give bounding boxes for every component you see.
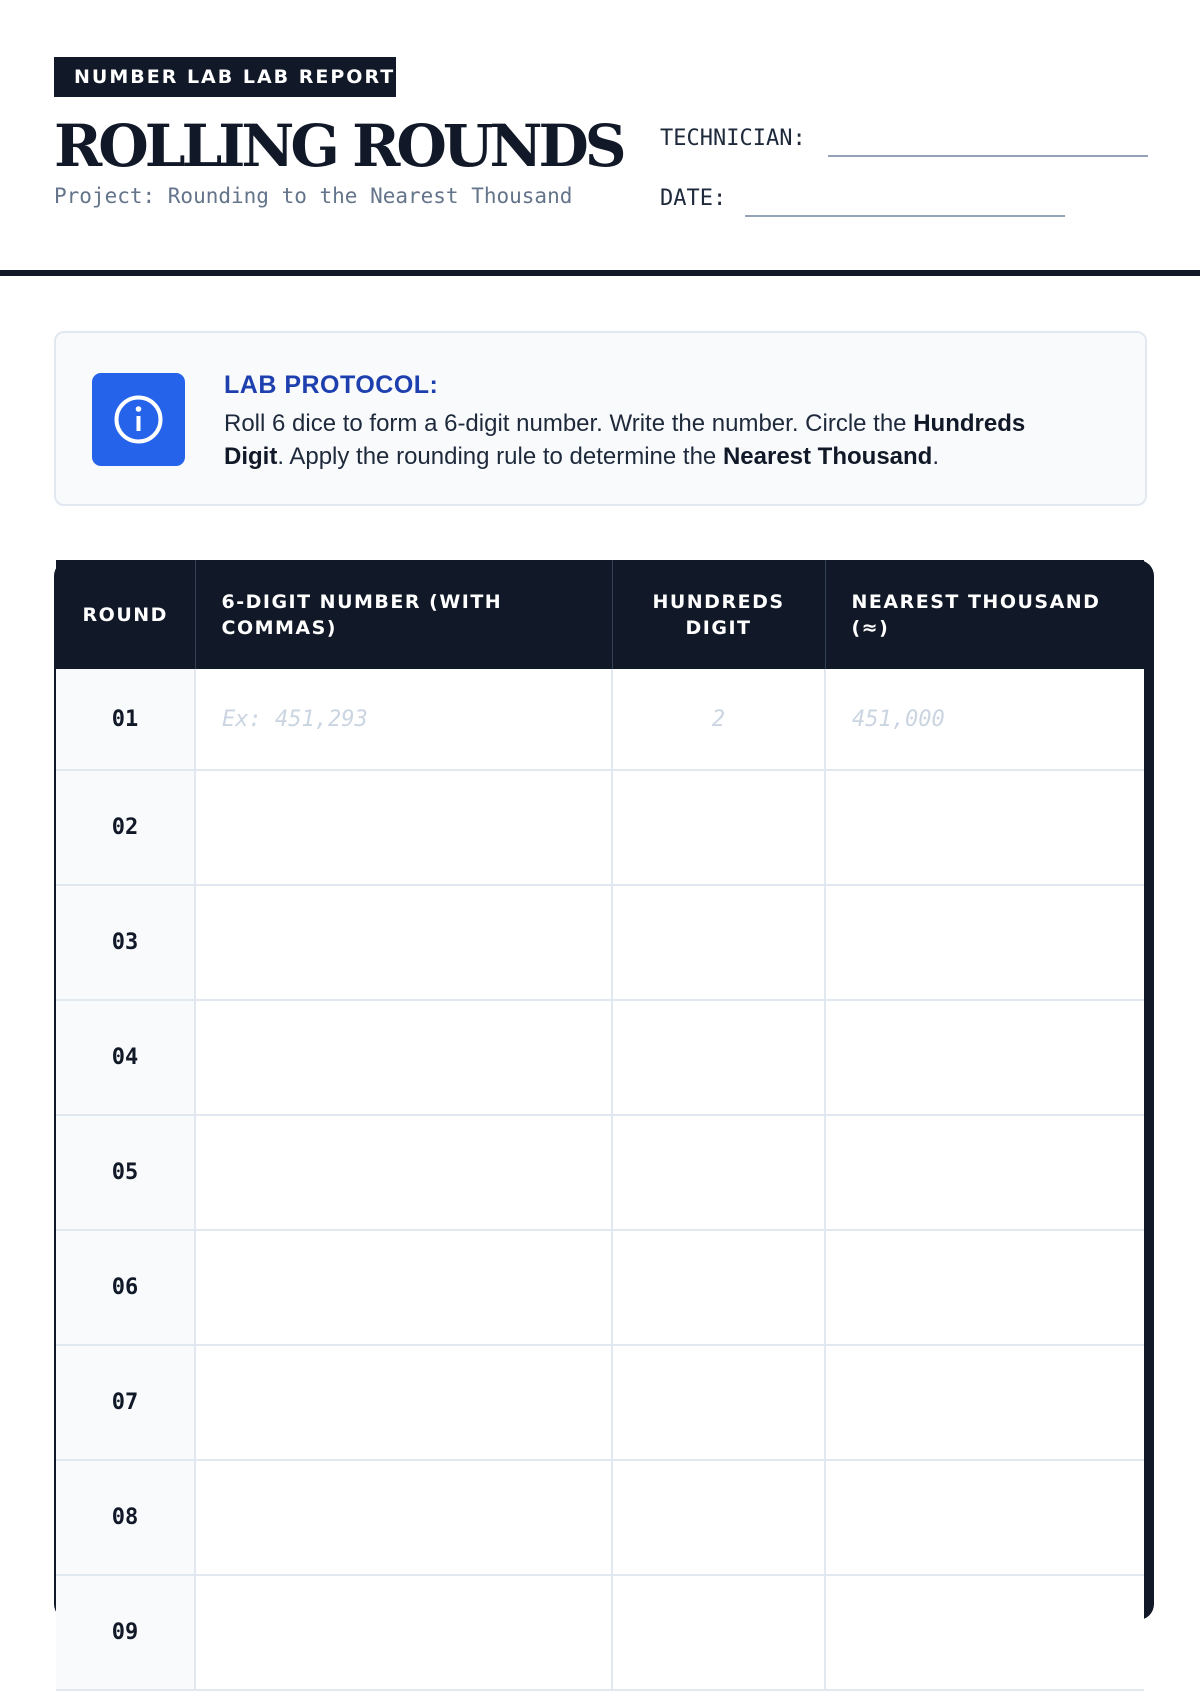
hundreds-cell[interactable] <box>612 1460 825 1575</box>
table-header-row <box>56 560 1144 669</box>
technician-field[interactable] <box>828 155 1148 157</box>
number-cell[interactable] <box>195 1230 612 1345</box>
nearest-cell[interactable] <box>825 885 1144 1000</box>
hundreds-cell[interactable] <box>612 1575 825 1690</box>
nearest-cell[interactable] <box>825 1000 1144 1115</box>
number-cell[interactable] <box>195 1115 612 1230</box>
hundreds-cell[interactable] <box>612 1000 825 1115</box>
table-row <box>56 1000 1144 1115</box>
protocol-heading: LAB PROTOCOL: <box>224 371 439 399</box>
round-number: 06 <box>56 1230 195 1345</box>
round-number: 03 <box>56 885 195 1000</box>
column-header-nearest: NEAREST THOUSAND (≈) <box>825 560 1144 669</box>
table-row <box>56 1575 1144 1690</box>
round-number: 08 <box>56 1460 195 1575</box>
table-row <box>56 1460 1144 1575</box>
protocol-text: Roll 6 dice to form a 6-digit number. Write the number. Circle the Hundreds Digit. Apply the rounding rule to determine the Nearest Thousand. <box>224 410 1026 470</box>
results-table <box>54 560 1154 1645</box>
table-row <box>56 1345 1144 1460</box>
nearest-cell[interactable] <box>825 1345 1144 1460</box>
table-row <box>56 669 1144 770</box>
number-cell[interactable] <box>195 770 612 885</box>
round-number: 02 <box>56 770 195 885</box>
nearest-cell[interactable] <box>825 1115 1144 1230</box>
page-title: ROLLING ROUNDS <box>54 112 623 180</box>
number-cell[interactable] <box>195 1460 612 1575</box>
hundreds-cell[interactable] <box>612 770 825 885</box>
project-subtitle: Project: Rounding to the Nearest Thousand <box>54 184 573 208</box>
nearest-cell[interactable] <box>825 770 1144 885</box>
round-number: 01 <box>56 669 195 770</box>
column-header-round: ROUND <box>56 560 195 669</box>
nearest-cell[interactable]: 451,000 <box>825 669 1144 770</box>
number-cell[interactable]: Ex: 451,293 <box>195 669 612 770</box>
number-cell[interactable] <box>195 885 612 1000</box>
report-badge: NUMBER LAB LAB REPORT <box>54 57 396 97</box>
hundreds-cell[interactable]: 2 <box>612 669 825 770</box>
round-number: 05 <box>56 1115 195 1230</box>
column-header-hundreds: HUNDREDS DIGIT <box>612 560 825 669</box>
protocol-panel <box>54 331 1147 506</box>
table-row <box>56 885 1144 1000</box>
round-number: 07 <box>56 1345 195 1460</box>
hundreds-cell[interactable] <box>612 1345 825 1460</box>
hundreds-cell[interactable] <box>612 885 825 1000</box>
date-label: DATE: <box>660 186 727 211</box>
date-field[interactable] <box>745 215 1065 217</box>
table-row <box>56 1230 1144 1345</box>
nearest-cell[interactable] <box>825 1460 1144 1575</box>
nearest-cell[interactable] <box>825 1230 1144 1345</box>
hundreds-cell[interactable] <box>612 1115 825 1230</box>
number-cell[interactable] <box>195 1345 612 1460</box>
number-cell[interactable] <box>195 1575 612 1690</box>
nearest-cell[interactable] <box>825 1575 1144 1690</box>
header-divider <box>0 270 1200 276</box>
round-number: 09 <box>56 1575 195 1690</box>
table-row <box>56 1115 1144 1230</box>
nearest-thousand-emphasis: Nearest Thousand <box>722 443 933 470</box>
info-icon <box>92 373 185 466</box>
technician-label: TECHNICIAN: <box>660 126 806 151</box>
number-cell[interactable] <box>195 1000 612 1115</box>
column-header-number: 6-DIGIT NUMBER (WITH COMMAS) <box>195 560 612 669</box>
table-row <box>56 770 1144 885</box>
hundreds-digit-emphasis: Hundreds Digit <box>224 410 1026 470</box>
hundreds-cell[interactable] <box>612 1230 825 1345</box>
round-number: 04 <box>56 1000 195 1115</box>
